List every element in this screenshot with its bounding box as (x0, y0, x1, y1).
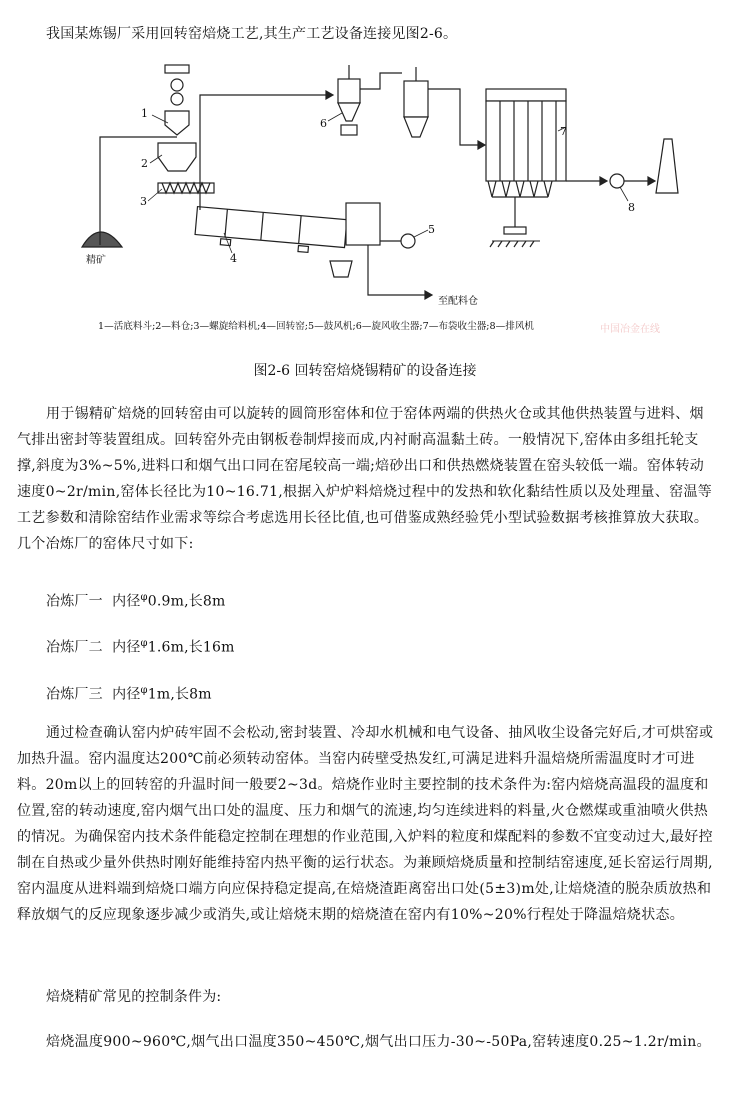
plant-size: 0.9m,长8m (147, 593, 226, 610)
fan-separator (404, 67, 428, 137)
cyclone (338, 65, 360, 135)
ore-pile (82, 232, 122, 247)
plant-row-2 (46, 631, 235, 661)
exhaust-fan (610, 174, 624, 188)
calcine-bin (330, 261, 352, 277)
plant-row-1 (46, 585, 226, 615)
label-8: 8 (628, 201, 635, 214)
chimney (656, 139, 678, 193)
silo (158, 143, 196, 171)
figure-caption: 图2-6 回转窑焙烧锡精矿的设备连接 (253, 363, 477, 379)
inner-label: 内径 (112, 686, 141, 703)
phi-symbol: φ (140, 638, 148, 649)
label-4: 4 (230, 252, 237, 265)
plant-name: 冶炼厂三 (46, 686, 103, 703)
watermark: 中国冶金在线 (600, 324, 660, 335)
label-3: 3 (140, 195, 147, 208)
blower (401, 234, 415, 248)
process-diagram (0, 55, 730, 345)
paragraph-1: 用于锡精矿焙烧的回转窑由可以旋转的圆筒形窑体和位于窑体两端的供热火仓或其他供热装置与进料、烟气排出密封等装置组成。回转窑外壳由钢板卷制焊接而成,内衬耐高温黏土砖。一般情况下,窑体由多组托轮支撑,斜度为3%~5%,进料口和烟气出口同在窑尾较高一端;焙砂出口和供热燃烧装置在窑头较低一端。窑体转动速度0~2r/min,窑体长径比为10~16.71,根据入炉炉料焙烧过程中的发热和软化黏结性质以及处理量、窑温等工艺参数和清除窑结作业需求等综合考虑选用长径比值,也可借鉴成熟经验凭小型试验数据考核推算放大获取。几个冶炼厂的窑体尺寸如下: (17, 406, 713, 552)
label-1: 1 (141, 107, 148, 120)
plant-size: 1m,长8m (147, 686, 212, 703)
label-ore: 精矿 (86, 255, 106, 266)
plant-row-3 (46, 678, 212, 708)
label-5: 5 (428, 223, 435, 236)
paragraph-4: 焙烧温度900~960℃,烟气出口温度350~450℃,烟气出口压力-30~-50Pa,窑转速度0.25~1.2r/min。 (46, 1034, 711, 1050)
plant-size: 1.6m,长16m (147, 639, 235, 656)
rotary-kiln (194, 207, 347, 256)
paragraph-2: 通过检查确认窑内炉砖牢固不会松动,密封装置、冷却水机械和电气设备、抽风收尘设备完好后,才可烘窑或加热升温。窑内温度达200℃前必须转动窑体。当窑内砖壁受热发红,可满足进料升温焙烧所需温度时才可进料。20m以上的回转窑的升温时间一般要2~3d。焙烧作业时主要控制的技术条件为:窑内焙烧高温段的温度和位置,窑的转动速度,窑内烟气出口处的温度、压力和烟气的流速,均匀连续进料的料量,火仓燃煤或重油喷火供热的情况。为确保窑内技术条件能稳定控制在理想的作业范围,入炉料的粒度和煤配料的参数不宜变动过大,最好控制在自热或少量外供热时刚好能维持窑内热平衡的运行状态。为兼顾焙烧质量和控制结窑速度,延长窑运行周期,窑内温度从进料端到焙烧口端方向应保持稳定提高,在焙烧渣距离窑出口处(5±3)m处,让焙烧渣的脱杂质放热和释放烟气的反应现象逐步减少或消失,或让焙烧末期的焙烧渣在窑内有10%~20%行程处于降温焙烧状态。 (17, 725, 714, 923)
inner-label: 内径 (112, 639, 141, 656)
inner-label: 内径 (112, 593, 141, 610)
baghouse (486, 89, 566, 247)
label-to-bin: 至配料仓 (438, 296, 478, 307)
feed-hopper (165, 65, 189, 73)
label-7: 7 (560, 125, 567, 138)
plant-name: 冶炼厂一 (46, 593, 103, 610)
phi-symbol: φ (140, 685, 148, 696)
label-6: 6 (320, 117, 327, 130)
intro-text: 我国某炼锡厂采用回转窑焙烧工艺,其生产工艺设备连接见图2-6。 (46, 26, 458, 42)
phi-symbol: φ (140, 592, 148, 603)
plant-name: 冶炼厂二 (46, 639, 103, 656)
paragraph-3: 焙烧精矿常见的控制条件为: (46, 989, 222, 1005)
figure-legend: 1—活底料斗;2—料仓;3—螺旋给料机;4—回转窑;5—鼓风机;6—旋风收尘器;7—布袋收尘器;8—排风机 (98, 321, 535, 332)
kiln-head (346, 203, 380, 245)
label-2: 2 (141, 157, 148, 170)
